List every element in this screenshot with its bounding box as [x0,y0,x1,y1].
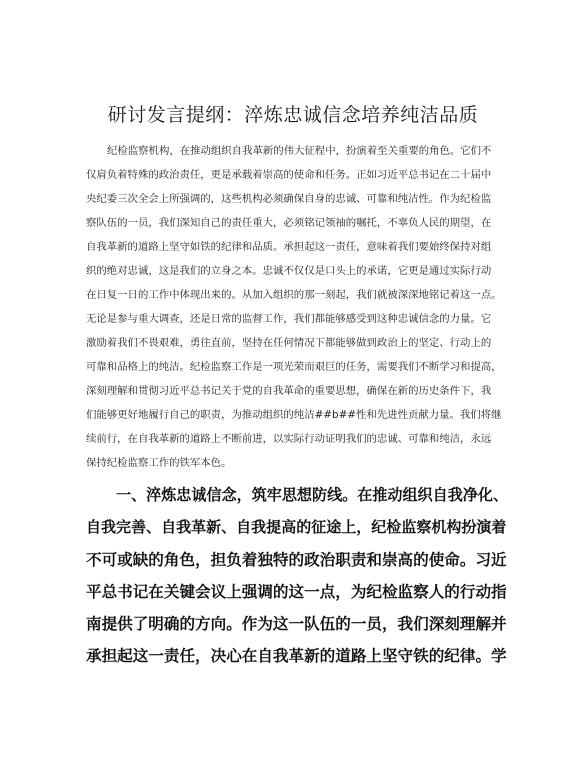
intro-line: 织的绝对忠诚，这是我们的立身之本。忠诚不仅仅是口头上的承诺，它更是通过实际行动 [86,265,492,277]
intro-line: 深刻理解和贯彻习近平总书记关于党的自我革命的重要思想，确保在新的历史条件下，我 [86,385,492,397]
section-line: 平总书记在关键会议上强调的这一点，为纪检监察人的行动指 [86,583,507,601]
intro-line: 央纪委三次全会上所强调的，这些机构必须确保自身的忠诚、可靠和纯洁性。作为纪检监 [86,193,492,205]
intro-line: 纪检监察机构，在推动组织自我革新的伟大征程中，扮演着至关重要的角色。它们不 [107,145,492,157]
section-line: 自我完善、自我革新、自我提高的征途上，纪检监察机构扮演着 [86,518,507,536]
intro-line: 仅肩负着特殊的政治责任，更是承载着崇高的使命和任务。正如习近平总书记在二十届中 [86,169,492,181]
intro-line: 保持纪检监察工作的铁军本色。 [86,457,232,469]
intro-line: 可靠和品格上的纯洁。纪检监察工作是一项光荣而艰巨的任务，需要我们不断学习和提高， [86,361,502,373]
intro-line: 续前行，在自我革新的道路上不断前进，以实际行动证明我们的忠诚、可靠和纯洁，永远 [86,433,492,445]
intro-line: 在日复一日的工作中体现出来的。从加入组织的那一刻起，我们就被深深地铭记着这一点。 [86,289,502,301]
intro-line: 无论是参与重大调查，还是日常的监督工作，我们都能够感受到这种忠诚信念的力量。它 [86,313,492,325]
intro-line: 自我革新的道路上坚守如铁的纪律和品质。承担起这一责任，意味着我们要始终保持对组 [86,241,492,253]
document-title: 研讨发言提纲：淬炼忠诚信念培养纯洁品质 [107,104,479,126]
intro-line: 察队伍的一员，我们深知自己的责任重大，必须铭记领袖的嘱托，不辜负人民的期望，在 [86,217,492,229]
section-line: 一、淬炼忠诚信念，筑牢思想防线。在推动组织自我净化、 [116,486,509,504]
intro-line: 们能够更好地履行自己的职责，为推动组织的纯洁##b##性和先进性贡献力量。我们将继 [86,409,502,421]
section-line: 不可或缺的角色，担负着独特的政治职责和崇高的使命。习近 [86,551,507,569]
intro-line: 激励着我们不畏艰难，勇往直前，坚持在任何情况下都能够做到政治上的坚定、行动上的 [86,337,492,349]
section-line: 南提供了明确的方向。作为这一队伍的一员，我们深刻理解并 [86,615,507,633]
section-line: 承担起这一责任，决心在自我革新的道路上坚守铁的纪律。学 [86,647,507,665]
